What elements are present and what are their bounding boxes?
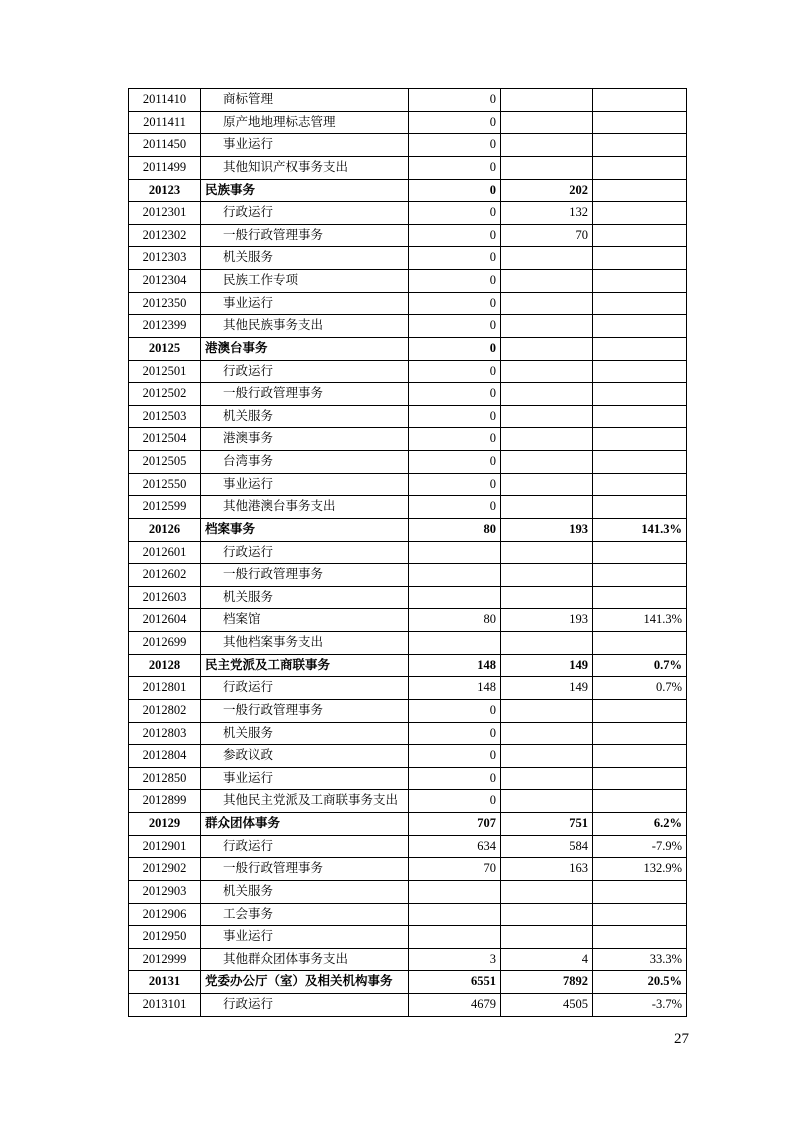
- cell-value-current-year: [501, 767, 593, 790]
- cell-name-text: 其他民主党派及工商联事务支出: [223, 793, 399, 808]
- cell-value-current-year: [501, 270, 593, 293]
- cell-code: 2012804: [129, 745, 201, 768]
- cell-value-change-rate: [593, 360, 687, 383]
- cell-value-prev-year: [409, 880, 501, 903]
- cell-name-text: 一般行政管理事务: [223, 386, 324, 401]
- cell-value-current-year: [501, 111, 593, 134]
- cell-value-current-year: [501, 134, 593, 157]
- cell-name: [201, 767, 409, 790]
- cell-value-prev-year: 0: [409, 179, 501, 202]
- cell-code: 2011499: [129, 156, 201, 179]
- cell-name-text: 机关服务: [223, 883, 274, 898]
- table-row: [129, 586, 687, 609]
- cell-code: 2012802: [129, 699, 201, 722]
- cell-code: 20126: [129, 518, 201, 541]
- cell-value-current-year: [501, 473, 593, 496]
- cell-value-prev-year: 80: [409, 609, 501, 632]
- cell-value-current-year: 7892: [501, 971, 593, 994]
- cell-value-current-year: [501, 89, 593, 112]
- cell-name: [201, 609, 409, 632]
- cell-name: [201, 405, 409, 428]
- cell-value-current-year: 4: [501, 948, 593, 971]
- cell-value-prev-year: 0: [409, 722, 501, 745]
- cell-value-current-year: 132: [501, 202, 593, 225]
- cell-name: [201, 315, 409, 338]
- cell-name-text: 其他民族事务支出: [223, 318, 324, 333]
- cell-name-text: 群众团体事务: [205, 816, 281, 830]
- cell-value-change-rate: [593, 179, 687, 202]
- cell-name: [201, 699, 409, 722]
- cell-name: [201, 541, 409, 564]
- cell-value-prev-year: 0: [409, 111, 501, 134]
- table-row: [129, 858, 687, 881]
- table-row: [129, 654, 687, 677]
- table-row: [129, 473, 687, 496]
- cell-name-text: 民族事务: [205, 182, 256, 197]
- cell-name: [201, 428, 409, 451]
- cell-value-current-year: 70: [501, 224, 593, 247]
- table-row: [129, 156, 687, 179]
- cell-value-prev-year: 0: [409, 496, 501, 519]
- cell-name-text: 行政运行: [223, 544, 274, 559]
- cell-value-change-rate: [593, 202, 687, 225]
- cell-value-change-rate: [593, 496, 687, 519]
- cell-code: 2012304: [129, 270, 201, 293]
- cell-name: [201, 134, 409, 157]
- cell-name-text: 商标管理: [223, 92, 274, 106]
- cell-name-text: 民族工作专项: [223, 273, 299, 287]
- cell-name: [201, 654, 409, 677]
- cell-name-text: 事业运行: [223, 476, 274, 491]
- cell-value-prev-year: [409, 541, 501, 564]
- cell-name-text: 行政运行: [223, 680, 274, 695]
- cell-value-prev-year: 0: [409, 156, 501, 179]
- cell-value-current-year: [501, 451, 593, 474]
- cell-name-text: 事业运行: [223, 770, 274, 785]
- cell-name-text: 机关服务: [223, 725, 274, 740]
- cell-code: 2012903: [129, 880, 201, 903]
- cell-value-prev-year: 148: [409, 677, 501, 700]
- cell-name-text: 档案事务: [205, 521, 256, 536]
- cell-name-text: 其他档案事务支出: [223, 635, 324, 649]
- cell-value-current-year: [501, 586, 593, 609]
- cell-value-prev-year: 70: [409, 858, 501, 881]
- cell-value-change-rate: [593, 564, 687, 587]
- table-row: [129, 971, 687, 994]
- cell-name-text: 机关服务: [223, 589, 274, 604]
- cell-value-current-year: 149: [501, 654, 593, 677]
- cell-name-text: 机关服务: [223, 250, 274, 265]
- cell-value-prev-year: 3: [409, 948, 501, 971]
- cell-value-prev-year: 6551: [409, 971, 501, 994]
- cell-name-text: 机关服务: [223, 408, 274, 423]
- cell-value-change-rate: [593, 745, 687, 768]
- cell-value-current-year: [501, 722, 593, 745]
- cell-code: 2012999: [129, 948, 201, 971]
- cell-value-prev-year: 0: [409, 767, 501, 790]
- cell-value-change-rate: 20.5%: [593, 971, 687, 994]
- table-row: [129, 270, 687, 293]
- cell-name-text: 其他群众团体事务支出: [223, 951, 349, 966]
- cell-value-prev-year: 148: [409, 654, 501, 677]
- cell-value-change-rate: 132.9%: [593, 858, 687, 881]
- cell-value-current-year: [501, 632, 593, 655]
- cell-value-change-rate: [593, 89, 687, 112]
- table-row: [129, 292, 687, 315]
- cell-name: [201, 292, 409, 315]
- cell-value-prev-year: 0: [409, 473, 501, 496]
- table-row: [129, 564, 687, 587]
- cell-name: [201, 926, 409, 949]
- table-row: [129, 632, 687, 655]
- cell-name-text: 行政运行: [223, 363, 274, 378]
- cell-value-change-rate: [593, 926, 687, 949]
- cell-value-change-rate: [593, 903, 687, 926]
- cell-code: 20123: [129, 179, 201, 202]
- table-row: [129, 111, 687, 134]
- budget-table-body: [129, 89, 687, 1017]
- cell-code: 2012350: [129, 292, 201, 315]
- cell-name-text: 港澳事务: [223, 431, 274, 446]
- table-row: [129, 383, 687, 406]
- cell-value-change-rate: [593, 473, 687, 496]
- cell-name: [201, 586, 409, 609]
- cell-name: [201, 903, 409, 926]
- cell-code: 2011410: [129, 89, 201, 112]
- table-row: [129, 813, 687, 836]
- cell-value-current-year: 202: [501, 179, 593, 202]
- cell-code: 2012601: [129, 541, 201, 564]
- cell-name: [201, 835, 409, 858]
- cell-code: 2012901: [129, 835, 201, 858]
- budget-table: [128, 88, 687, 1017]
- cell-value-change-rate: [593, 880, 687, 903]
- cell-value-prev-year: 0: [409, 451, 501, 474]
- cell-value-change-rate: [593, 767, 687, 790]
- table-row: [129, 405, 687, 428]
- cell-name: [201, 451, 409, 474]
- cell-value-change-rate: 6.2%: [593, 813, 687, 836]
- cell-code: 2013101: [129, 994, 201, 1017]
- cell-value-current-year: 149: [501, 677, 593, 700]
- cell-name-text: 党委办公厅（室）及相关机构事务: [205, 974, 393, 989]
- table-row: [129, 360, 687, 383]
- cell-name-text: 港澳台事务: [205, 340, 268, 355]
- cell-name: [201, 496, 409, 519]
- cell-name: [201, 858, 409, 881]
- cell-value-current-year: [501, 926, 593, 949]
- cell-code: 20125: [129, 337, 201, 360]
- cell-code: 2012603: [129, 586, 201, 609]
- cell-name: [201, 111, 409, 134]
- cell-value-change-rate: [593, 632, 687, 655]
- cell-value-current-year: [501, 383, 593, 406]
- cell-name: [201, 813, 409, 836]
- cell-code: 2012902: [129, 858, 201, 881]
- cell-name-text: 一般行政管理事务: [223, 861, 324, 876]
- page-number: 27: [674, 1031, 689, 1047]
- cell-code: 2012302: [129, 224, 201, 247]
- cell-value-change-rate: [593, 134, 687, 157]
- cell-code: 20129: [129, 813, 201, 836]
- table-row: [129, 496, 687, 519]
- cell-code: 2012899: [129, 790, 201, 813]
- cell-name: [201, 994, 409, 1017]
- cell-value-change-rate: -3.7%: [593, 994, 687, 1017]
- table-row: [129, 451, 687, 474]
- cell-code: 2012850: [129, 767, 201, 790]
- cell-name-text: 其他港澳台事务支出: [223, 499, 336, 514]
- cell-name-text: 事业运行: [223, 137, 274, 152]
- cell-value-prev-year: 0: [409, 790, 501, 813]
- cell-name: [201, 880, 409, 903]
- cell-value-prev-year: [409, 564, 501, 587]
- table-row: [129, 541, 687, 564]
- cell-value-prev-year: 4679: [409, 994, 501, 1017]
- table-row: [129, 745, 687, 768]
- cell-code: 2012502: [129, 383, 201, 406]
- cell-code: 2011411: [129, 111, 201, 134]
- cell-code: 2012801: [129, 677, 201, 700]
- cell-value-current-year: [501, 496, 593, 519]
- cell-name-text: 行政运行: [223, 997, 274, 1011]
- cell-value-current-year: [501, 428, 593, 451]
- cell-value-current-year: 193: [501, 609, 593, 632]
- cell-code: 2012906: [129, 903, 201, 926]
- cell-name: [201, 790, 409, 813]
- cell-value-current-year: [501, 337, 593, 360]
- cell-name-text: 行政运行: [223, 205, 274, 220]
- cell-value-current-year: [501, 292, 593, 315]
- cell-value-change-rate: [593, 247, 687, 270]
- table-row: [129, 722, 687, 745]
- cell-value-current-year: [501, 360, 593, 383]
- cell-name: [201, 202, 409, 225]
- cell-value-current-year: [501, 564, 593, 587]
- cell-value-prev-year: [409, 903, 501, 926]
- cell-value-current-year: 751: [501, 813, 593, 836]
- cell-value-change-rate: [593, 270, 687, 293]
- cell-value-change-rate: [593, 451, 687, 474]
- cell-value-prev-year: 0: [409, 699, 501, 722]
- table-row: [129, 247, 687, 270]
- cell-name-text: 原产地地理标志管理: [223, 114, 336, 129]
- cell-value-current-year: [501, 405, 593, 428]
- table-row: [129, 179, 687, 202]
- cell-name-text: 档案馆: [223, 612, 261, 627]
- cell-name-text: 台湾事务: [223, 454, 274, 468]
- cell-name: [201, 360, 409, 383]
- table-row: [129, 134, 687, 157]
- cell-value-change-rate: [593, 428, 687, 451]
- table-row: [129, 790, 687, 813]
- cell-name: [201, 89, 409, 112]
- cell-value-change-rate: 33.3%: [593, 948, 687, 971]
- cell-value-current-year: 4505: [501, 994, 593, 1017]
- cell-name: [201, 971, 409, 994]
- cell-value-change-rate: [593, 699, 687, 722]
- cell-name-text: 工会事务: [223, 906, 274, 921]
- cell-value-current-year: [501, 745, 593, 768]
- cell-value-change-rate: [593, 790, 687, 813]
- cell-code: 2012303: [129, 247, 201, 270]
- table-row: [129, 699, 687, 722]
- cell-value-prev-year: 0: [409, 292, 501, 315]
- cell-code: 2012699: [129, 632, 201, 655]
- cell-value-prev-year: [409, 632, 501, 655]
- table-row: [129, 428, 687, 451]
- cell-value-prev-year: 0: [409, 405, 501, 428]
- cell-code: 2012602: [129, 564, 201, 587]
- cell-value-current-year: [501, 541, 593, 564]
- cell-value-prev-year: 0: [409, 383, 501, 406]
- cell-value-prev-year: 0: [409, 315, 501, 338]
- cell-code: 2012503: [129, 405, 201, 428]
- table-row: [129, 315, 687, 338]
- cell-value-current-year: [501, 247, 593, 270]
- cell-value-change-rate: [593, 541, 687, 564]
- cell-name-text: 一般行政管理事务: [223, 702, 324, 717]
- table-row: [129, 609, 687, 632]
- cell-code: 2012504: [129, 428, 201, 451]
- cell-value-prev-year: 0: [409, 270, 501, 293]
- cell-value-change-rate: [593, 224, 687, 247]
- cell-name-text: 其他知识产权事务支出: [223, 159, 349, 174]
- cell-name: [201, 948, 409, 971]
- cell-name: [201, 156, 409, 179]
- cell-name-text: 事业运行: [223, 929, 274, 944]
- table-row: [129, 337, 687, 360]
- cell-value-current-year: 163: [501, 858, 593, 881]
- table-row: [129, 89, 687, 112]
- cell-name: [201, 224, 409, 247]
- cell-value-current-year: 584: [501, 835, 593, 858]
- table-row: [129, 994, 687, 1017]
- table-row: [129, 880, 687, 903]
- cell-value-change-rate: [593, 111, 687, 134]
- cell-name: [201, 337, 409, 360]
- cell-value-current-year: [501, 790, 593, 813]
- cell-value-prev-year: 707: [409, 813, 501, 836]
- cell-value-prev-year: 0: [409, 745, 501, 768]
- cell-name: [201, 632, 409, 655]
- cell-name: [201, 247, 409, 270]
- cell-value-prev-year: 0: [409, 337, 501, 360]
- cell-code: 2012301: [129, 202, 201, 225]
- cell-name-text: 一般行政管理事务: [223, 567, 324, 582]
- cell-name: [201, 518, 409, 541]
- table-row: [129, 677, 687, 700]
- cell-value-current-year: [501, 156, 593, 179]
- cell-code: 20131: [129, 971, 201, 994]
- cell-name: [201, 564, 409, 587]
- cell-code: 2012550: [129, 473, 201, 496]
- table-row: [129, 903, 687, 926]
- cell-value-change-rate: [593, 292, 687, 315]
- cell-value-current-year: 193: [501, 518, 593, 541]
- cell-name: [201, 677, 409, 700]
- cell-value-current-year: [501, 880, 593, 903]
- cell-name-text: 民主党派及工商联事务: [205, 657, 331, 672]
- cell-value-prev-year: 0: [409, 247, 501, 270]
- cell-code: 2012950: [129, 926, 201, 949]
- cell-code: 2012599: [129, 496, 201, 519]
- cell-name: [201, 745, 409, 768]
- table-row: [129, 767, 687, 790]
- table-row: [129, 224, 687, 247]
- cell-value-change-rate: [593, 315, 687, 338]
- table-row: [129, 518, 687, 541]
- cell-value-prev-year: 634: [409, 835, 501, 858]
- cell-name: [201, 473, 409, 496]
- cell-value-change-rate: [593, 586, 687, 609]
- cell-value-change-rate: -7.9%: [593, 835, 687, 858]
- cell-value-change-rate: 0.7%: [593, 654, 687, 677]
- cell-name-text: 一般行政管理事务: [223, 227, 324, 242]
- cell-value-change-rate: 141.3%: [593, 518, 687, 541]
- cell-name: [201, 383, 409, 406]
- cell-value-prev-year: 0: [409, 360, 501, 383]
- cell-name: [201, 179, 409, 202]
- cell-code: 2011450: [129, 134, 201, 157]
- cell-value-change-rate: [593, 383, 687, 406]
- cell-name-text: 参政议政: [223, 748, 274, 763]
- cell-name: [201, 722, 409, 745]
- cell-code: 2012604: [129, 609, 201, 632]
- cell-value-prev-year: [409, 586, 501, 609]
- cell-value-change-rate: [593, 337, 687, 360]
- cell-value-current-year: [501, 903, 593, 926]
- table-row: [129, 926, 687, 949]
- cell-value-current-year: [501, 699, 593, 722]
- cell-value-change-rate: [593, 405, 687, 428]
- table-row: [129, 835, 687, 858]
- cell-code: 2012803: [129, 722, 201, 745]
- cell-code: 2012505: [129, 451, 201, 474]
- table-row: [129, 948, 687, 971]
- cell-value-prev-year: 0: [409, 134, 501, 157]
- cell-value-prev-year: 80: [409, 518, 501, 541]
- cell-code: 2012399: [129, 315, 201, 338]
- cell-value-prev-year: 0: [409, 224, 501, 247]
- cell-value-change-rate: 0.7%: [593, 677, 687, 700]
- table-row: [129, 202, 687, 225]
- cell-name-text: 事业运行: [223, 295, 274, 310]
- cell-value-prev-year: [409, 926, 501, 949]
- cell-code: 2012501: [129, 360, 201, 383]
- cell-code: 20128: [129, 654, 201, 677]
- cell-value-prev-year: 0: [409, 89, 501, 112]
- cell-name-text: 行政运行: [223, 838, 274, 853]
- cell-value-current-year: [501, 315, 593, 338]
- cell-value-prev-year: 0: [409, 202, 501, 225]
- cell-value-prev-year: 0: [409, 428, 501, 451]
- cell-name: [201, 270, 409, 293]
- cell-value-change-rate: [593, 156, 687, 179]
- cell-value-change-rate: [593, 722, 687, 745]
- cell-value-change-rate: 141.3%: [593, 609, 687, 632]
